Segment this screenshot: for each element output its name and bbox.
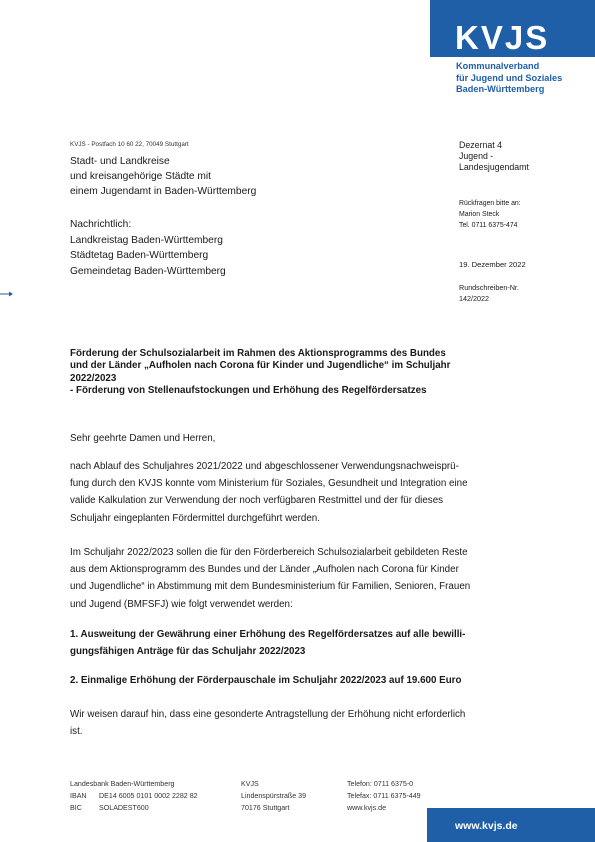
cc-line: Gemeindetag Baden-Württemberg	[70, 265, 226, 277]
website-link[interactable]: www.kvjs.de	[455, 820, 518, 832]
phone-line: Telefon: 0711 6375-0	[347, 780, 414, 788]
paragraph-line: ist.	[70, 726, 83, 738]
circular-number: 142/2022	[459, 294, 489, 303]
footer-contact	[347, 779, 421, 814]
footer-address	[241, 779, 306, 814]
letter-date: 19. Dezember 2022	[459, 260, 526, 269]
recipient-line: Stadt- und Landkreise	[70, 156, 170, 167]
contact-person-block	[459, 198, 521, 231]
address-line: 70176 Stuttgart	[241, 803, 290, 812]
subject-line: und der Länder „Aufholen nach Corona für Kinder und Jugendliche“ im Schuljahr	[70, 360, 451, 372]
fold-mark-arrow-icon	[0, 289, 14, 299]
contact-line: Tel. 0711 6375-474	[459, 222, 518, 229]
paragraph-line: Im Schuljahr 2022/2023 sollen die für den Förderbereich Schulsozialarbeit gebildeten Reste	[70, 547, 468, 558]
org-line: Baden-Württemberg	[456, 84, 545, 94]
point-line: 1. Ausweitung der Gewährung einer Erhöhung des Regelfördersatzes auf alle bewilli-	[70, 629, 466, 640]
footer-bank-details	[70, 779, 198, 814]
paragraph-line: aus dem Aktionsprogramm des Bundes und der Länder „Aufholen nach Corona für Kinder	[70, 564, 459, 576]
paragraph-line: Wir weisen darauf hin, dass eine gesonderte Antragstellung der Erhöhung nicht erforderlich	[70, 709, 466, 720]
department-line: Dezernat 4	[459, 140, 503, 150]
cc-line: Nachrichtlich:	[70, 219, 132, 230]
bold-point-2: 2. Einmalige Erhöhung der Förderpauschale im Schuljahr 2022/2023 auf 19.600 Euro	[70, 675, 462, 686]
recipient-line: einem Jugendamt in Baden-Württemberg	[70, 186, 257, 197]
iban-label: IBAN	[70, 791, 87, 800]
paragraph-line: fung durch den KVJS konnte vom Ministerium für Soziales, Gesundheit und Integration eine	[70, 478, 468, 490]
organization-name	[456, 61, 562, 96]
paragraph-line: und Jugend (BMFSFJ) wie folgt verwendet werden:	[70, 598, 293, 610]
paragraph-line: nach Ablauf des Schuljahres 2021/2022 und abgeschlossener Verwendungsnachweisprü-	[70, 461, 459, 472]
bold-point-1	[70, 626, 525, 660]
cc-block	[70, 217, 226, 279]
body-paragraph	[70, 458, 525, 527]
contact-line: Marion Steck	[459, 211, 500, 218]
letter-subject	[70, 348, 530, 398]
org-line: Kommunalverband	[456, 61, 540, 71]
bic-label: BIC	[70, 803, 82, 812]
body-paragraph	[70, 544, 525, 613]
subject-line: Förderung der Schulsozialarbeit im Rahmen des Aktionsprogramms des Bundes	[70, 348, 446, 359]
org-line: für Jugend und Soziales	[456, 72, 563, 83]
recipient-block	[70, 154, 256, 199]
department-line: Jugend -	[459, 151, 494, 161]
iban-value: DE14 6005 0101 0002 2282 82	[99, 791, 198, 800]
point-line: gungsfähigen Anträge für das Schuljahr 2022/2023	[70, 646, 306, 658]
contact-line: Rückfragen bitte an:	[459, 200, 521, 207]
logo-text: KVJS	[455, 19, 550, 56]
cc-line: Landkreistag Baden-Württemberg	[70, 234, 223, 246]
greeting: Sehr geehrte Damen und Herren,	[70, 433, 216, 444]
bic-value: SOLADEST600	[99, 803, 149, 812]
address-line: Lindenspürstraße 39	[241, 791, 307, 800]
website-line[interactable]: www.kvjs.de	[347, 803, 387, 812]
cc-line: Städtetag Baden-Württemberg	[70, 250, 209, 261]
paragraph-line: und Jugendliche“ in Abstimmung mit dem Bundesministerium für Familien, Senioren, Frauen	[70, 581, 471, 593]
circular-number-block	[459, 282, 519, 304]
paragraph-line: valide Kalkulation zur Verwendung der noch verfügbaren Restmittel und der für dieses	[70, 495, 444, 507]
circular-label: Rundschreiben-Nr.	[459, 283, 519, 292]
department-line: Landesjugendamt	[459, 162, 529, 172]
iban-row	[70, 791, 198, 803]
paragraph-line: Schuljahr eingeplanten Fördermittel durchgeführt werden.	[70, 512, 320, 524]
recipient-line: und kreisangehörige Städte mit	[70, 171, 212, 182]
subject-line: 2022/2023	[70, 372, 117, 384]
body-paragraph	[70, 706, 525, 740]
subject-line: - Förderung von Stellenaufstockungen und Erhöhung des Regelfördersatzes	[70, 385, 427, 397]
bank-name: Landesbank Baden-Württemberg	[70, 780, 175, 788]
address-line: KVJS	[241, 780, 259, 788]
sender-line: KVJS - Postfach 10 60 22, 70049 Stuttgart	[70, 141, 189, 148]
fax-line: Telefax: 0711 6375-449	[347, 791, 421, 800]
department-block	[459, 140, 529, 173]
bic-row	[70, 803, 198, 815]
